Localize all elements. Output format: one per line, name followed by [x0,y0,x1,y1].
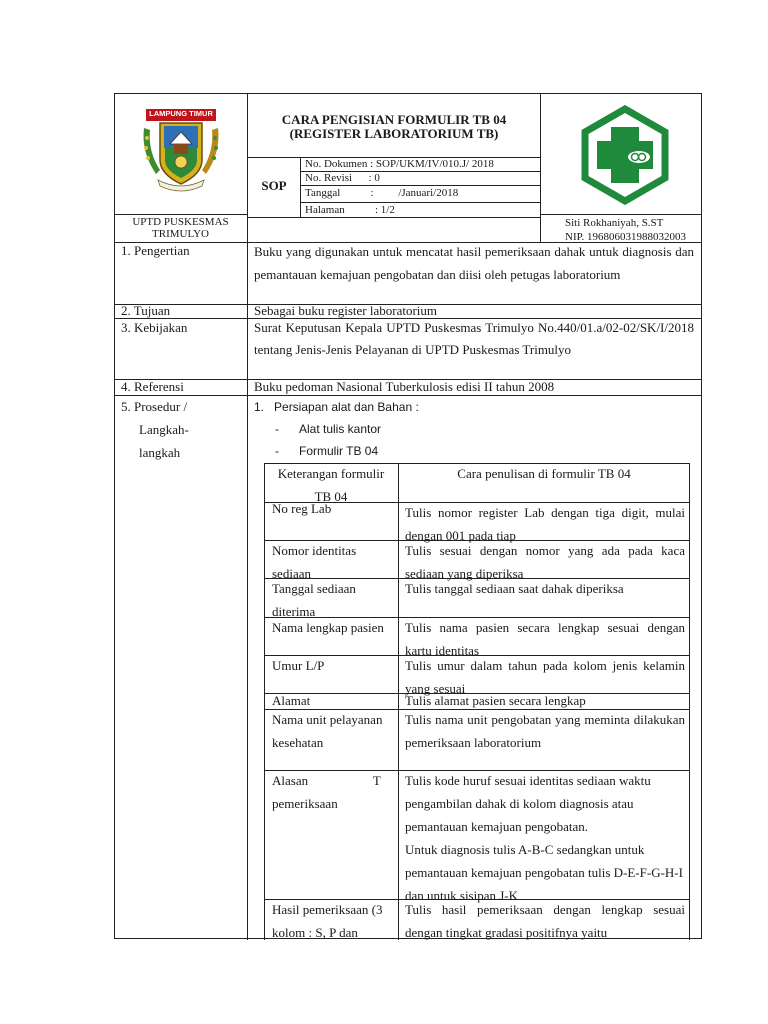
table-col-divider [398,463,399,940]
page-number: Halaman : 1/2 [305,204,395,216]
table-header-col2: Cara penulisan di formulir TB 04 [457,466,631,481]
document-subtitle: (REGISTER LABORATORIUM TB) [289,126,499,141]
section-tujuan-text: Sebagai buku register laboratorium [254,303,438,318]
table-row-text: Tulis sesuai dengan nomor yang ada pada kaca sediaan yang diperiksa [405,543,685,581]
table-row-text: Tulis alamat pasien secara lengkap [405,693,586,708]
table-row-text: Tulis nomor register Lab dengan tiga digit, mulai dengan 001 pada tiap [405,505,685,543]
table-row-label: Alasan T pemeriksaan [272,773,384,811]
material-item: - Formulir TB 04 [299,440,378,462]
sop-label: SOP [261,178,287,193]
table-row-text: Tulis kode huruf sesuai identitas sediaan waktu pengambilan dahak di kolom diagnosis atau pemantauan kemajuan pengobatan. [405,773,651,834]
header-line [300,157,301,217]
table-row-text: Tulis nama unit pengobatan yang meminta dilakukan pemeriksaan laboratorium [405,712,685,750]
material-item: - Alat tulis kantor [299,418,381,440]
table-row-label: Umur L/P [272,658,325,673]
table-row-text: Tulis nama pasien secara lengkap sesuai dengan kartu identitas [405,620,685,658]
table-row-label: No reg Lab [272,501,332,516]
header-line [247,217,540,218]
header-divider-left [247,93,248,243]
lampung-timur-logo [138,108,224,192]
table-row-label: Alamat [272,693,311,708]
section-prosedur-label: 5. Prosedur / Langkah- langkah [121,399,189,460]
section-kebijakan-text: Surat Keputusan Kepala UPTD Puskesmas Trimulyo No.440/01.a/02-02/SK/I/2018 tentang Jenis-Jenis Pelayanan di UPTD Puskesmas Trimulyo [254,320,694,357]
signer-name: Siti Rokhaniyah, S.ST [565,217,664,229]
table-row-text: Tulis hasil pemeriksaan dengan lengkap sesuai dengan tingkat gradasi positifnya yaitu [405,902,685,940]
document-number: No. Dokumen : SOP/UKM/IV/010.J/ 2018 [305,158,494,170]
puskesmas-logo [575,105,675,205]
section-referensi-label: 4. Referensi [121,379,184,394]
section-pengertian-label: 1. Pengertian [121,243,190,258]
signer-nip: NIP. 196806031988032003 [565,231,687,243]
header-line [300,185,540,186]
table-row-label: Nama lengkap pasien [272,620,384,635]
step-1-heading: 1. Persiapan alat dan Bahan : [254,400,419,414]
document-date: Tanggal : /Januari/2018 [305,187,459,199]
header-divider-right [540,93,541,243]
table-row-label: Hasil pemeriksaan (3 kolom : S, P dan [272,902,383,940]
header-line [540,214,702,215]
section-referensi-text: Buku pedoman Nasional Tuberkulosis edisi II tahun 2008 [254,379,555,394]
table-row-label: Tanggal sediaan diterima [272,581,356,619]
section-pengertian-text: Buku yang digunakan untuk mencatat hasil pemeriksaan dahak untuk diagnosis dan pemantauan kemajuan pengobatan dan diisi oleh petugas laboratorium [254,244,694,282]
table-row-text: Tulis tanggal sediaan saat dahak diperiksa [405,581,624,596]
body-divider [247,242,248,940]
logo-banner-text: LAMPUNG TIMUR [149,109,213,118]
table-row-label: Nomor identitas sediaan [272,543,357,581]
section-kebijakan-label: 3. Kebijakan [121,320,188,335]
table-row-text: Tulis umur dalam tahun pada kolom jenis kelamin yang sesuai [405,658,685,696]
table-header-col1: Keterangan formulir TB 04 [277,466,385,504]
table-row-label: Nama unit pelayanan kesehatan [272,712,383,750]
table-row-text: Untuk diagnosis tulis A-B-C sedangkan untuk pemantauan kemajuan pengobatan tulis D-E-F-G-H-I dan untuk sisipan J-K [405,842,683,903]
organization-name: UPTD PUSKESMAS TRIMULYO [132,216,229,240]
revision-number: No. Revisi : 0 [305,172,380,184]
document-title: CARA PENGISIAN FORMULIR TB 04 [281,112,507,127]
header-line [300,202,540,203]
header-line [114,214,247,215]
section-tujuan-label: 2. Tujuan [121,303,171,318]
